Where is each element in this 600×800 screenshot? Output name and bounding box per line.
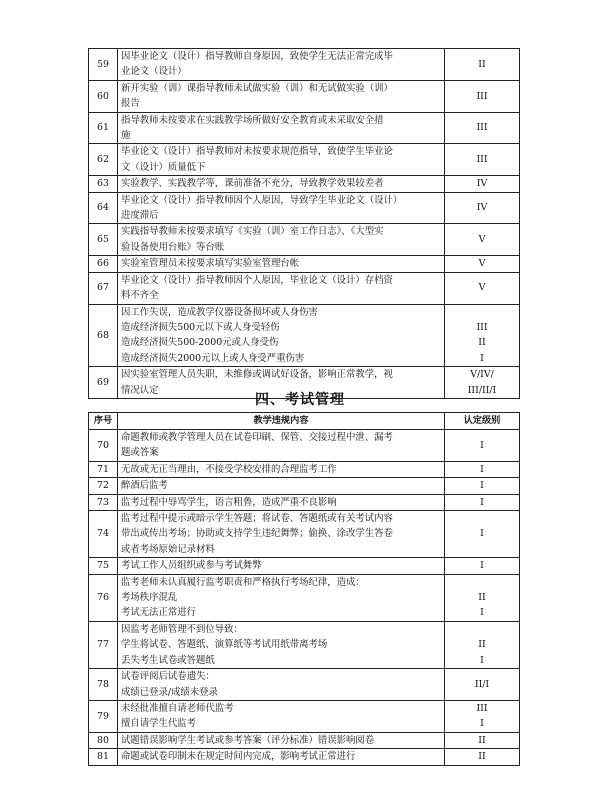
content-line: 施 (121, 130, 131, 142)
table-row (89, 224, 520, 256)
content-line: 业论文（设计） (121, 66, 187, 78)
level-line: II (478, 639, 486, 651)
row-number: 68 (89, 304, 118, 367)
violation-content (118, 224, 445, 256)
table-row (89, 478, 520, 494)
level-line: III (476, 154, 488, 166)
violation-level (445, 574, 520, 621)
violation-level (445, 224, 520, 256)
violation-content (118, 574, 445, 621)
level-line: I (480, 439, 484, 451)
violation-content (118, 430, 445, 462)
row-number: 70 (89, 430, 118, 462)
level-line: I (480, 607, 484, 619)
row-number: 80 (89, 732, 118, 748)
level-line: I (480, 480, 484, 492)
content-line: 醉酒后监考 (121, 480, 168, 492)
content-line: 实践指导教师未按要求填写《实验（训）室工作日志》、《大型实 (121, 226, 384, 238)
violation-level (445, 749, 520, 765)
table-row (89, 732, 520, 748)
violation-level (445, 304, 520, 367)
row-number: 59 (89, 49, 118, 81)
content-line: 毕业论文（设计）指导教师因个人原因，导致学生毕业论文（设计） (121, 194, 403, 206)
violation-content (118, 461, 445, 477)
level-line: III (476, 702, 488, 714)
violation-content (118, 494, 445, 510)
level-line: II (478, 751, 486, 763)
table-row (89, 144, 520, 176)
content-line: 试题错误影响学生考试或参考答案（评分标准）错误影响阅卷 (121, 734, 375, 746)
violation-content (118, 176, 445, 192)
content-line: 验设备使用台账》等台账 (121, 241, 225, 253)
content-line: 报告 (121, 98, 140, 110)
violation-content (118, 192, 445, 224)
level-line: II (478, 592, 486, 604)
level-line: I (480, 528, 484, 540)
violation-content (118, 700, 445, 732)
level-line: II (478, 58, 486, 70)
level-line: I (480, 496, 484, 508)
content-line: 因毕业论文（设计）指导教师自身原因，致使学生无法正常完成毕 (121, 51, 393, 62)
content-line: 命题教师或教学管理人员在试卷印刷、保管、交接过程中泄、漏考 (121, 432, 393, 443)
level-line: I (480, 654, 484, 666)
level-line: II (478, 337, 486, 349)
content-line: 文（设计）质量低下 (121, 161, 206, 173)
level-line (445, 575, 519, 590)
table-row (89, 669, 520, 701)
section-title: 四、考试管理 (255, 392, 345, 408)
content-line: 或者考场原始记录材料 (121, 543, 215, 555)
violation-table-exam-body (89, 430, 520, 766)
row-number: 66 (89, 256, 118, 272)
content-line: 造成经济损失500元以下或人身受轻伤 (121, 321, 280, 333)
row-number: 75 (89, 558, 118, 574)
table-row (89, 256, 520, 272)
violation-level (445, 732, 520, 748)
content-line: 监考过程中提示或暗示学生答题；将试卷、答题纸或有关考试内容 (121, 513, 393, 525)
violation-level (445, 112, 520, 144)
content-line: 造成经济损失500-2000元或人身受伤 (121, 337, 279, 349)
level-line: V (478, 258, 486, 270)
content-line: 因监考老师管理不到位导致： (121, 623, 243, 635)
row-number: 65 (89, 224, 118, 256)
violation-content (118, 272, 445, 304)
content-line: 进度滞后 (121, 210, 159, 222)
content-line: 毕业论文（设计）指导教师因个人原因，毕业论文（设计）存档资 (121, 274, 393, 286)
violation-content (118, 558, 445, 574)
violation-table-top (88, 48, 520, 399)
table-row (89, 272, 520, 304)
violation-content (118, 732, 445, 748)
level-line: III (476, 90, 488, 102)
content-line: 命题或试卷印制未在规定时间内完成，影响考试正常进行 (121, 751, 356, 763)
table-row (89, 700, 520, 732)
content-line: 因实验室管理人员失职，未维修或调试好设备，影响正常教学，视 (121, 369, 393, 381)
content-line: 指导教师未按要求在实践教学场所做好安全教育或未采取安全措 (121, 114, 384, 126)
table-row (89, 494, 520, 510)
table-row (89, 192, 520, 224)
violation-content (118, 304, 445, 367)
content-line: 情况认定 (121, 384, 159, 396)
row-number: 69 (89, 367, 118, 399)
violation-level (445, 192, 520, 224)
violation-level (445, 494, 520, 510)
header-level: 认定级别 (445, 413, 520, 430)
level-line (445, 305, 519, 320)
row-number: 62 (89, 144, 118, 176)
content-line: 学生将试卷、答题纸、演算纸等考试用纸带离考场 (121, 639, 328, 651)
row-number: 63 (89, 176, 118, 192)
content-line: 实验室管理员未按要求填写实验室管理台帐 (121, 258, 300, 270)
table-row (89, 304, 520, 367)
violation-level (445, 669, 520, 701)
violation-level (445, 80, 520, 112)
table-row (89, 511, 520, 558)
level-line: III/II/I (467, 384, 497, 396)
content-line: 未经批准擅自请老师代监考 (121, 702, 234, 714)
violation-content (118, 669, 445, 701)
level-line: IV (476, 202, 488, 214)
row-number: 81 (89, 749, 118, 765)
content-line: 带出或传出考场；协助或支持学生违纪舞弊；偷换、涂改学生答卷 (121, 528, 393, 540)
row-number: 67 (89, 272, 118, 304)
row-number: 78 (89, 669, 118, 701)
violation-table-exam (88, 412, 520, 766)
violation-level (445, 558, 520, 574)
header-content: 教学违规内容 (118, 413, 445, 430)
level-line (445, 622, 519, 637)
row-number: 76 (89, 574, 118, 621)
violation-content (118, 112, 445, 144)
violation-content (118, 80, 445, 112)
level-line: V/IV/ (470, 369, 494, 381)
table-row (89, 749, 520, 765)
level-line: V (478, 234, 486, 246)
violation-level (445, 256, 520, 272)
table-row (89, 176, 520, 192)
level-line: I (480, 718, 484, 730)
row-number: 74 (89, 511, 118, 558)
content-line: 丢失考生试卷或答题纸 (121, 654, 215, 666)
level-line: III (476, 122, 488, 134)
level-line: I (480, 560, 484, 572)
violation-level (445, 621, 520, 668)
violation-content (118, 621, 445, 668)
row-number: 61 (89, 112, 118, 144)
content-line: 成绩已登录/成绩未登录 (121, 686, 218, 698)
violation-level (445, 49, 520, 81)
row-number: 79 (89, 700, 118, 732)
level-line: II/I (474, 678, 490, 690)
violation-level (445, 272, 520, 304)
violation-content (118, 478, 445, 494)
content-line: 因工作失误，造成教学仪器设备损坏或人身伤害 (121, 306, 318, 318)
table-row (89, 621, 520, 668)
violation-content (118, 49, 445, 81)
content-line: 试卷评阅后试卷遗失： (121, 671, 215, 683)
row-number: 64 (89, 192, 118, 224)
table-row (89, 558, 520, 574)
content-line: 实验教学、实践教学等，课前准备不充分，导致教学效果较差者 (121, 178, 384, 190)
violation-level (445, 144, 520, 176)
table-header-row (89, 413, 520, 430)
level-line: V (478, 282, 486, 294)
content-line: 无故或无正当理由，不接受学校安排的合理监考工作 (121, 463, 337, 475)
header-no: 序号 (89, 413, 118, 430)
content-line: 毕业论文（设计）指导教师对未按要求规范指导，致使学生毕业论 (121, 146, 393, 158)
content-line: 造成经济损失2000元以上或人身受严重伤害 (121, 352, 305, 364)
row-number: 60 (89, 80, 118, 112)
violation-content (118, 511, 445, 558)
content-line: 新开实验（训）课指导教师未试做实验（训）和无试做实验（训） (121, 82, 393, 94)
row-number: 73 (89, 494, 118, 510)
violation-content (118, 256, 445, 272)
table-row (89, 574, 520, 621)
violation-level (445, 461, 520, 477)
violation-content (118, 144, 445, 176)
level-line: I (480, 463, 484, 475)
content-line: 考场秩序混乱 (121, 592, 178, 604)
row-number: 77 (89, 621, 118, 668)
violation-table-top-body (89, 49, 520, 399)
content-line: 考试无法正常进行 (121, 607, 197, 619)
level-line: II (478, 734, 486, 746)
violation-level (445, 176, 520, 192)
row-number: 71 (89, 461, 118, 477)
content-line: 监考老师未认真履行监考职责和严格执行考场纪律，造成： (121, 576, 365, 588)
table-row (89, 112, 520, 144)
table-row (89, 430, 520, 462)
violation-level (445, 700, 520, 732)
content-line: 料不齐全 (121, 290, 159, 302)
table-row (89, 49, 520, 81)
violation-level (445, 511, 520, 558)
content-line: 题或答案 (121, 447, 159, 459)
table-row (89, 80, 520, 112)
content-line: 考试工作人员组织或参与考试舞弊 (121, 560, 262, 572)
level-line: III (476, 321, 488, 333)
content-line: 擅自请学生代监考 (121, 718, 197, 730)
violation-content (118, 749, 445, 765)
content-line: 监考过程中辱骂学生，语言粗鲁，造成严重不良影响 (121, 496, 337, 508)
violation-level (445, 478, 520, 494)
violation-level (445, 430, 520, 462)
row-number: 72 (89, 478, 118, 494)
level-line: IV (476, 178, 488, 190)
level-line: I (480, 352, 484, 364)
table-row (89, 461, 520, 477)
